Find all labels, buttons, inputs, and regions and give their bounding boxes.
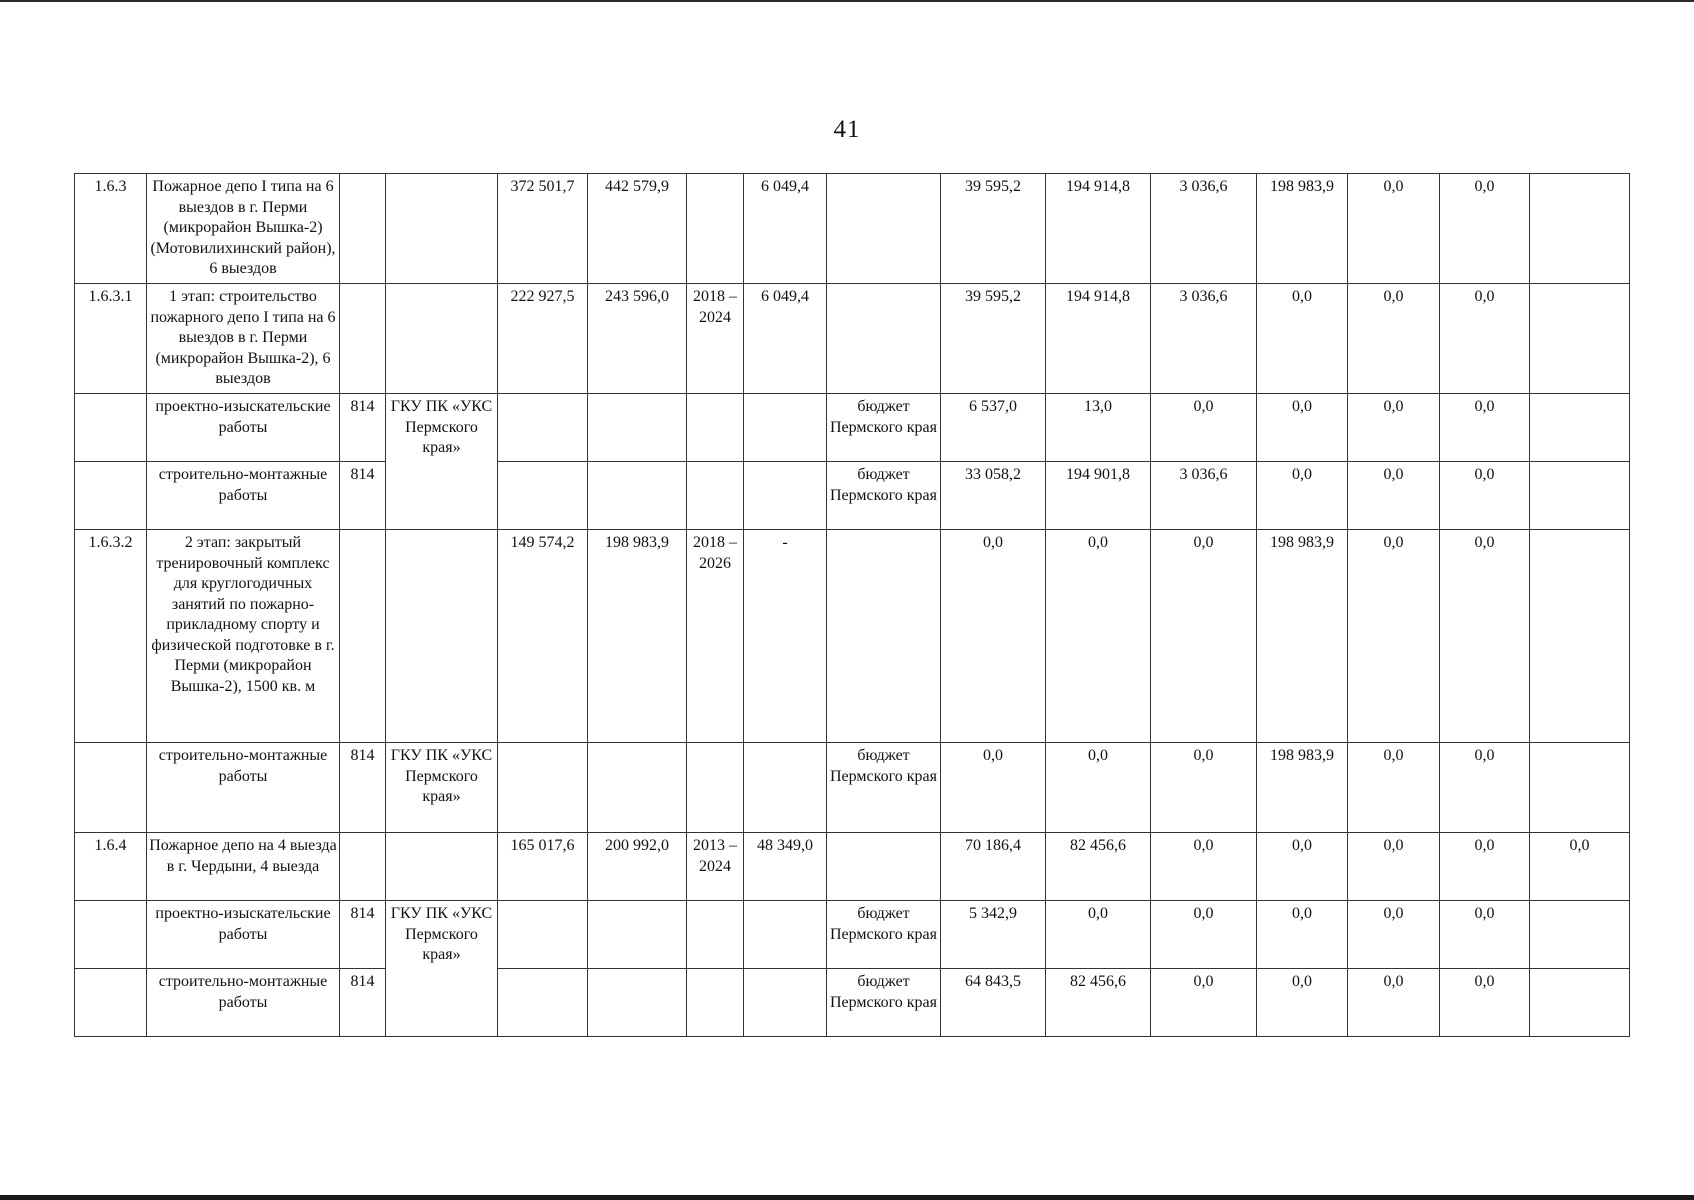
row-executor xyxy=(386,284,498,394)
row-value-2: 13,0 xyxy=(1046,394,1151,462)
row-executor: ГКУ ПК «УКС Пермского края» xyxy=(386,394,498,530)
row-source xyxy=(827,833,941,901)
row-value-7 xyxy=(1530,174,1630,284)
row-value-7: 0,0 xyxy=(1530,833,1630,901)
page-number: 41 xyxy=(833,116,861,143)
row-value-7 xyxy=(1530,394,1630,462)
row-prev-financing xyxy=(744,969,827,1037)
row-value-3: 0,0 xyxy=(1151,394,1257,462)
page-top-edge xyxy=(0,0,1694,2)
row-period xyxy=(687,174,744,284)
row-period xyxy=(687,462,744,530)
row-value-4: 0,0 xyxy=(1257,284,1348,394)
row-code xyxy=(75,743,147,833)
row-value-6: 0,0 xyxy=(1440,462,1530,530)
table-row xyxy=(75,969,1630,1037)
row-executor: ГКУ ПК «УКС Пермского края» xyxy=(386,743,498,833)
row-period xyxy=(687,394,744,462)
row-value-3: 3 036,6 xyxy=(1151,174,1257,284)
row-prev-financing: 48 349,0 xyxy=(744,833,827,901)
row-value-6: 0,0 xyxy=(1440,833,1530,901)
row-value-2: 82 456,6 xyxy=(1046,833,1151,901)
row-value-3: 0,0 xyxy=(1151,833,1257,901)
row-value-3: 3 036,6 xyxy=(1151,462,1257,530)
row-value-4: 198 983,9 xyxy=(1257,174,1348,284)
row-value-6: 0,0 xyxy=(1440,969,1530,1037)
row-code: 1.6.4 xyxy=(75,833,147,901)
row-prev-financing xyxy=(744,901,827,969)
table-row xyxy=(75,394,1630,462)
row-value-1: 64 843,5 xyxy=(941,969,1046,1037)
row-prev-financing: - xyxy=(744,530,827,743)
row-value-5: 0,0 xyxy=(1348,284,1440,394)
row-prev-financing: 6 049,4 xyxy=(744,174,827,284)
row-estimate-cost xyxy=(588,394,687,462)
row-value-1: 6 537,0 xyxy=(941,394,1046,462)
table-row xyxy=(75,530,1630,743)
row-value-5: 0,0 xyxy=(1348,530,1440,743)
row-total-cost xyxy=(498,901,588,969)
row-estimate-cost: 198 983,9 xyxy=(588,530,687,743)
row-executor xyxy=(386,174,498,284)
row-value-5: 0,0 xyxy=(1348,901,1440,969)
row-value-5: 0,0 xyxy=(1348,969,1440,1037)
row-source: бюджет Пермского края xyxy=(827,743,941,833)
row-code xyxy=(75,901,147,969)
row-value-2: 194 901,8 xyxy=(1046,462,1151,530)
row-value-6: 0,0 xyxy=(1440,284,1530,394)
row-estimate-cost: 243 596,0 xyxy=(588,284,687,394)
row-total-cost xyxy=(498,743,588,833)
row-value-3: 0,0 xyxy=(1151,743,1257,833)
budget-table xyxy=(74,173,1630,1037)
row-executor xyxy=(386,530,498,743)
row-estimate-cost xyxy=(588,743,687,833)
row-estimate-cost xyxy=(588,901,687,969)
row-prev-financing xyxy=(744,462,827,530)
row-source: бюджет Пермского края xyxy=(827,462,941,530)
row-grbs: 814 xyxy=(340,394,386,462)
row-value-1: 70 186,4 xyxy=(941,833,1046,901)
row-value-6: 0,0 xyxy=(1440,394,1530,462)
row-grbs xyxy=(340,530,386,743)
row-grbs: 814 xyxy=(340,462,386,530)
table-row xyxy=(75,743,1630,833)
row-code xyxy=(75,394,147,462)
row-value-3: 3 036,6 xyxy=(1151,284,1257,394)
row-grbs: 814 xyxy=(340,743,386,833)
row-value-5: 0,0 xyxy=(1348,833,1440,901)
row-executor: ГКУ ПК «УКС Пермского края» xyxy=(386,901,498,1037)
row-value-2: 0,0 xyxy=(1046,901,1151,969)
row-value-7 xyxy=(1530,462,1630,530)
row-estimate-cost xyxy=(588,462,687,530)
row-estimate-cost: 442 579,9 xyxy=(588,174,687,284)
row-value-1: 0,0 xyxy=(941,743,1046,833)
table-row xyxy=(75,462,1630,530)
row-value-3: 0,0 xyxy=(1151,901,1257,969)
row-value-5: 0,0 xyxy=(1348,743,1440,833)
row-value-4: 0,0 xyxy=(1257,901,1348,969)
row-total-cost xyxy=(498,969,588,1037)
row-grbs xyxy=(340,284,386,394)
row-value-7 xyxy=(1530,743,1630,833)
row-grbs: 814 xyxy=(340,901,386,969)
row-period: 2018 – 2024 xyxy=(687,284,744,394)
row-value-7 xyxy=(1530,530,1630,743)
row-grbs xyxy=(340,833,386,901)
row-source xyxy=(827,174,941,284)
row-period xyxy=(687,743,744,833)
row-value-2: 82 456,6 xyxy=(1046,969,1151,1037)
row-value-1: 0,0 xyxy=(941,530,1046,743)
row-value-4: 198 983,9 xyxy=(1257,743,1348,833)
row-name: строительно-монтажные работы xyxy=(147,462,340,530)
table-row xyxy=(75,284,1630,394)
row-name: строительно-монтажные работы xyxy=(147,969,340,1037)
row-code xyxy=(75,969,147,1037)
row-value-2: 194 914,8 xyxy=(1046,284,1151,394)
row-value-6: 0,0 xyxy=(1440,743,1530,833)
row-value-1: 33 058,2 xyxy=(941,462,1046,530)
row-name: проектно-изыскательские работы xyxy=(147,394,340,462)
row-value-1: 39 595,2 xyxy=(941,284,1046,394)
row-source: бюджет Пермского края xyxy=(827,394,941,462)
row-name: Пожарное депо на 4 выезда в г. Чердыни, 4 выезда xyxy=(147,833,340,901)
row-executor xyxy=(386,833,498,901)
row-name: Пожарное депо I типа на 6 выездов в г. Перми (микрорайон Вышка-2) (Мотовилихинский район), 6 выездов xyxy=(147,174,340,284)
row-code: 1.6.3 xyxy=(75,174,147,284)
row-source xyxy=(827,284,941,394)
row-grbs xyxy=(340,174,386,284)
row-grbs: 814 xyxy=(340,969,386,1037)
row-value-4: 0,0 xyxy=(1257,394,1348,462)
table-row xyxy=(75,901,1630,969)
row-name: строительно-монтажные работы xyxy=(147,743,340,833)
row-value-6: 0,0 xyxy=(1440,901,1530,969)
row-value-7 xyxy=(1530,284,1630,394)
row-total-cost xyxy=(498,394,588,462)
row-value-4: 0,0 xyxy=(1257,969,1348,1037)
row-period xyxy=(687,901,744,969)
row-code xyxy=(75,462,147,530)
row-estimate-cost xyxy=(588,969,687,1037)
row-value-2: 194 914,8 xyxy=(1046,174,1151,284)
row-source: бюджет Пермского края xyxy=(827,969,941,1037)
row-value-5: 0,0 xyxy=(1348,174,1440,284)
row-period: 2013 – 2024 xyxy=(687,833,744,901)
row-name: 1 этап: строительство пожарного депо I типа на 6 выездов в г. Перми (микрорайон Вышка-2), 6 выездов xyxy=(147,284,340,394)
row-source: бюджет Пермского края xyxy=(827,901,941,969)
row-value-1: 39 595,2 xyxy=(941,174,1046,284)
row-source xyxy=(827,530,941,743)
row-code: 1.6.3.1 xyxy=(75,284,147,394)
row-total-cost xyxy=(498,462,588,530)
table-row xyxy=(75,833,1630,901)
row-value-2: 0,0 xyxy=(1046,530,1151,743)
row-code: 1.6.3.2 xyxy=(75,530,147,743)
row-value-3: 0,0 xyxy=(1151,969,1257,1037)
row-value-2: 0,0 xyxy=(1046,743,1151,833)
row-name: 2 этап: закрытый тренировочный комплекс для круглогодичных занятий по пожарно-прикладному спорту и физической подготовке в г. Перми (микрорайон Вышка-2), 1500 кв. м xyxy=(147,530,340,743)
row-value-7 xyxy=(1530,969,1630,1037)
row-value-6: 0,0 xyxy=(1440,174,1530,284)
row-total-cost: 149 574,2 xyxy=(498,530,588,743)
row-value-6: 0,0 xyxy=(1440,530,1530,743)
row-name: проектно-изыскательские работы xyxy=(147,901,340,969)
row-value-4: 0,0 xyxy=(1257,462,1348,530)
row-total-cost: 165 017,6 xyxy=(498,833,588,901)
row-total-cost: 222 927,5 xyxy=(498,284,588,394)
row-prev-financing xyxy=(744,743,827,833)
row-prev-financing xyxy=(744,394,827,462)
table-row xyxy=(75,174,1630,284)
row-value-3: 0,0 xyxy=(1151,530,1257,743)
row-period xyxy=(687,969,744,1037)
row-total-cost: 372 501,7 xyxy=(498,174,588,284)
row-value-4: 198 983,9 xyxy=(1257,530,1348,743)
row-value-5: 0,0 xyxy=(1348,394,1440,462)
row-value-7 xyxy=(1530,901,1630,969)
page-bottom-edge xyxy=(0,1195,1694,1200)
row-value-5: 0,0 xyxy=(1348,462,1440,530)
row-value-4: 0,0 xyxy=(1257,833,1348,901)
row-prev-financing: 6 049,4 xyxy=(744,284,827,394)
row-estimate-cost: 200 992,0 xyxy=(588,833,687,901)
row-period: 2018 – 2026 xyxy=(687,530,744,743)
row-value-1: 5 342,9 xyxy=(941,901,1046,969)
